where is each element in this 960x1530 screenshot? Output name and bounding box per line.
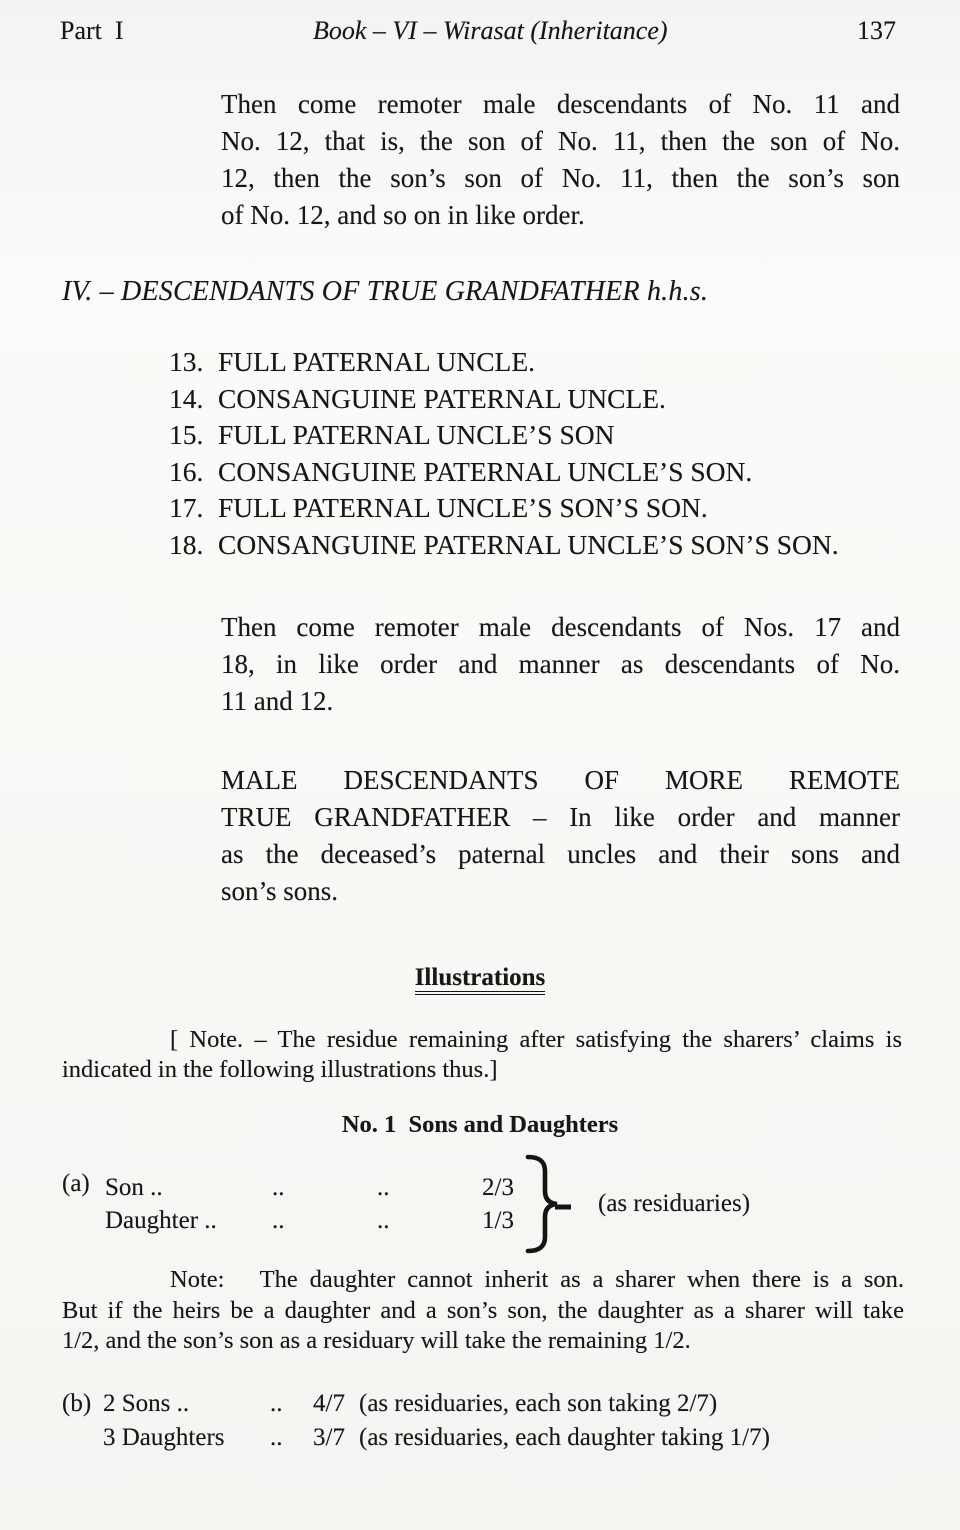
heir-label: FULL PATERNAL UNCLE’S SON’S SON. [218,492,708,523]
paragraph-more-remote-grandfather [221,762,900,910]
illustrations-note [62,1025,902,1085]
paragraph-line: MALE DESCENDANTS OF MORE REMOTE [221,765,900,795]
illustration-b-marker: (b) [62,1389,92,1417]
heir-label: CONSANGUINE PATERNAL UNCLE’S SON’S SON. [218,528,839,560]
heir-number: 18. [169,528,204,560]
note-line: [ Note. – The residue remaining after satisfying the sharers’ claims is [170,1026,902,1054]
heir-name: Son .. [105,1174,163,1202]
page-number: 137 [856,16,896,45]
paragraph-line: 12, then the son’s son of No. 11, then the son’s son [221,163,900,193]
residuaries-annotation: (as residuaries) [598,1190,751,1218]
heir-name: 3 Daughters [103,1423,225,1451]
part-label: Part I [60,16,124,45]
heir-list-item [169,490,960,527]
share-rows [105,1171,522,1237]
heir-number: 17. [169,492,204,523]
paragraph-line: 11 and 12. [221,686,334,716]
heir-number: 15. [169,419,204,450]
paragraph-line: 18, in like order and manner as descendants of No. [221,649,900,679]
note-daughter-sharer [62,1265,904,1357]
paragraph-line: Then come remoter male descendants of No. 11 and [221,89,900,119]
leader-dots: .. [377,1207,390,1235]
illustration-a-marker: (a) [62,1170,90,1198]
heir-list-item [169,381,960,418]
heir-number: 14. [169,382,204,414]
paragraph-line: Then come remoter male descendants of Nos. 17 and [221,612,900,642]
leader-dots: .. [272,1174,285,1202]
paragraph-line: as the deceased’s paternal uncles and their sons and [221,839,900,869]
curly-brace-icon [524,1153,572,1255]
page-header [0,0,960,46]
paragraph-line: No. 12, that is, the son of No. 11, then the son of No. [221,126,900,156]
paragraph-line: TRUE GRANDFATHER – In like order and manner [221,802,900,832]
paragraph-line: son’s sons. [221,876,339,906]
heir-name: Daughter .. [105,1207,217,1235]
illustration-b-marker-spacer [62,1421,103,1455]
share-value: 3/7 [313,1423,345,1451]
heir-list-item [169,527,960,564]
heir-list-item [169,417,960,454]
heir-label: CONSANGUINE PATERNAL UNCLE’S SON. [218,455,753,487]
share-row-daughters [62,1421,960,1455]
paragraph-remoter-descendants-17-18 [221,609,900,720]
heir-list [169,344,960,563]
share-row-sons [62,1387,960,1421]
leader-dots: .. [272,1207,285,1235]
heir-list-item [169,344,960,381]
share-row-daughter [105,1204,522,1237]
leader-dots: .. [377,1174,390,1202]
share-value: 4/7 [313,1389,345,1417]
share-value: 2/3 [482,1174,514,1202]
residuaries-annotation: (as residuaries, each daughter taking 1/7) [359,1423,770,1451]
illustration-a-share-table [62,1153,960,1255]
note-line: indicated in the following illustrations thus.] [62,1056,498,1084]
heir-label: CONSANGUINE PATERNAL UNCLE. [218,382,666,414]
paragraph-line: of No. 12, and so on in like order. [221,200,585,230]
heir-number: 13. [169,346,204,377]
heir-label: FULL PATERNAL UNCLE. [218,346,536,377]
note-line: Note: The daughter cannot inherit as a sharer when there is a son. [170,1266,904,1294]
illustration-b-share-table [62,1387,960,1455]
heir-number: 16. [169,455,204,487]
heir-name: 2 Sons .. [103,1389,190,1417]
paragraph-remoter-descendants-11-12 [221,86,900,234]
heir-list-item [169,454,960,491]
share-row-son [105,1171,522,1204]
note-line: But if the heirs be a daughter and a son’s son, the daughter as a sharer will take [62,1296,904,1324]
illustration-no1-heading: No. 1 Sons and Daughters [341,1111,619,1139]
residuaries-annotation: (as residuaries, each son taking 2/7) [359,1389,718,1417]
illustrations-heading [0,964,960,995]
book-title: Book – VI – Wirasat (Inheritance) [313,16,668,45]
leader-dots: .. [270,1423,283,1451]
section-heading-iv: IV. – DESCENDANTS OF TRUE GRANDFATHER h.h.s. [62,276,709,307]
illustrations-heading-text: Illustrations [415,965,546,995]
leader-dots: .. [270,1389,283,1417]
share-value: 1/3 [482,1207,514,1235]
note-line: 1/2, and the son’s son as a residuary will take the remaining 1/2. [62,1327,691,1355]
heir-label: FULL PATERNAL UNCLE’S SON [218,419,615,450]
